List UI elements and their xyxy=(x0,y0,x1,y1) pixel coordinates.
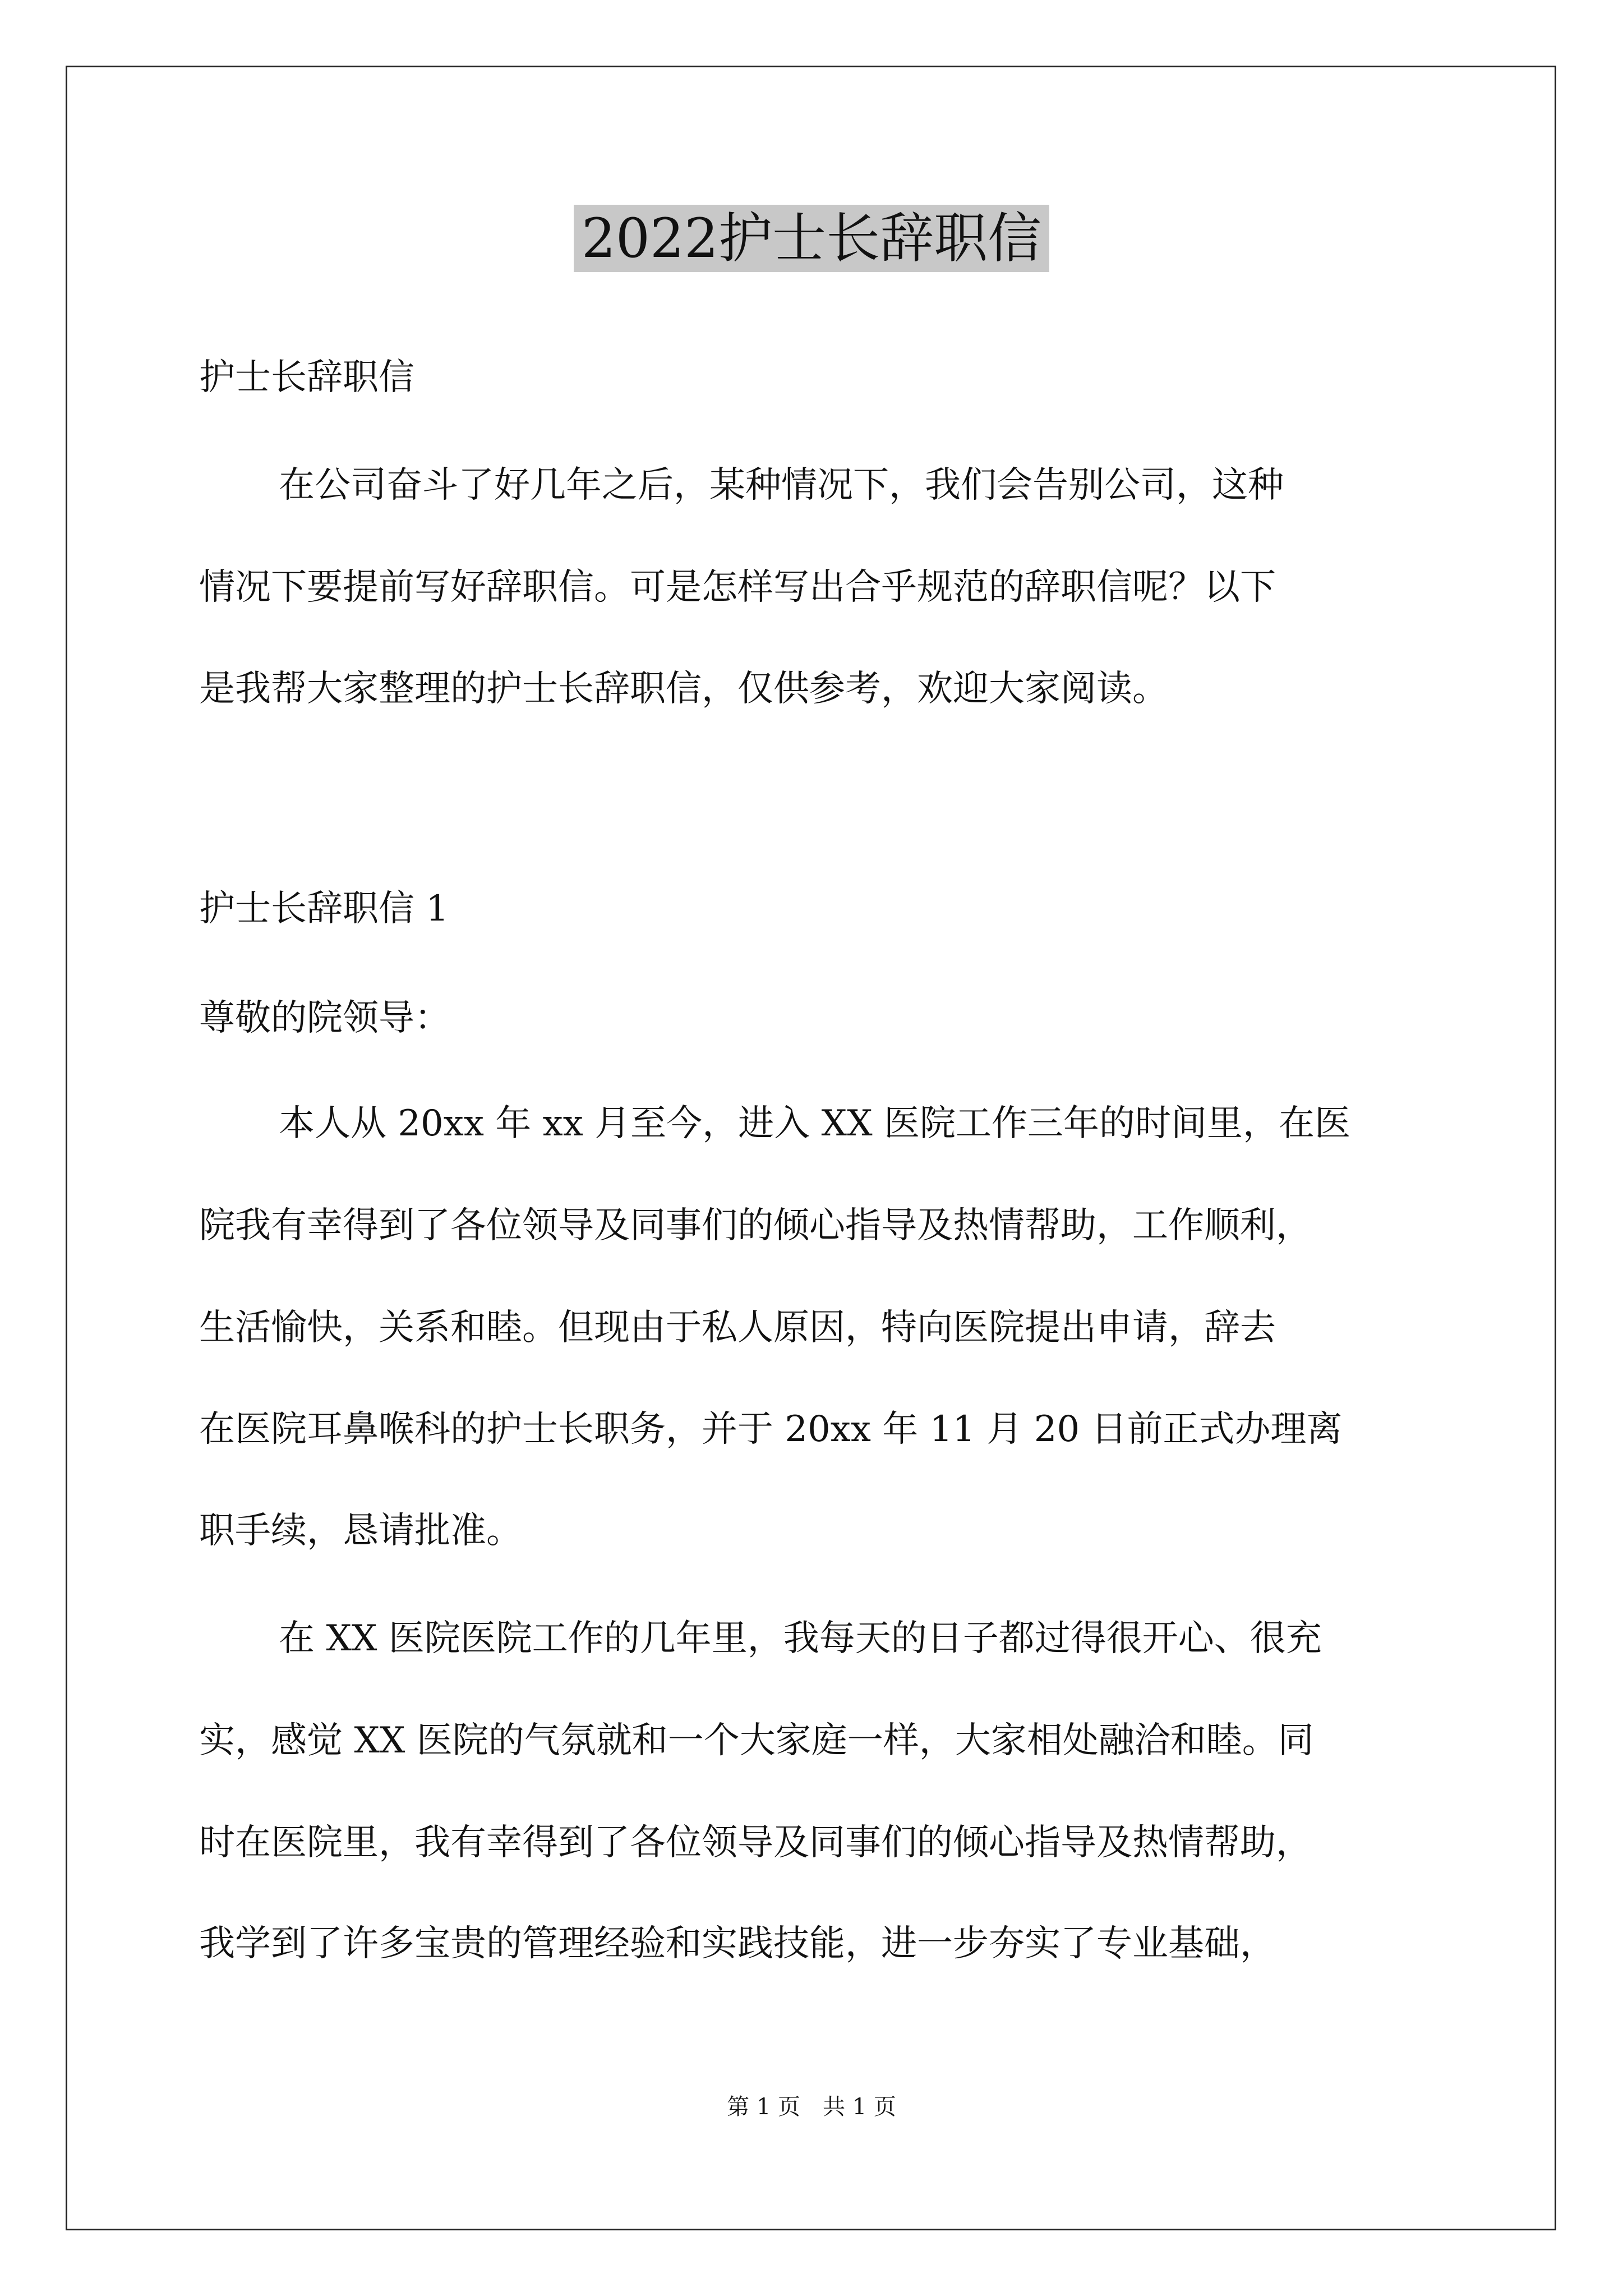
paragraph1-line: 职手续，恳请批准。 xyxy=(199,1510,522,1552)
intro-heading: 护士长辞职信 xyxy=(199,357,414,398)
page-footer: 第 1 页 共 1 页 xyxy=(727,2094,896,2120)
paragraph2-line: 时在医院里，我有幸得到了各位领导及同事们的倾心指导及热情帮助， xyxy=(199,1822,1312,1864)
document-title xyxy=(0,202,1623,275)
intro-line: 在公司奋斗了好几年之后，某种情况下，我们会告别公司，这种 xyxy=(279,464,1284,506)
salutation: 尊敬的院领导： xyxy=(199,997,450,1039)
intro-line: 情况下要提前写好辞职信。可是怎样写出合乎规范的辞职信呢？以下 xyxy=(199,567,1276,608)
paragraph2-line: 我学到了许多宝贵的管理经验和实践技能，进一步夯实了专业基础， xyxy=(199,1923,1276,1964)
paragraph2-line: 实，感觉 XX 医院的气氛就和一个大家庭一样，大家相处融洽和睦。同 xyxy=(199,1720,1314,1761)
paragraph1-line: 本人从 20xx 年 xx 月至今，进入 XX 医院工作三年的时间里，在医 xyxy=(279,1103,1350,1144)
paragraph1-line: 在医院耳鼻喉科的护士长职务，并于 20xx 年 11 月 20 日前正式办理离 xyxy=(199,1409,1343,1450)
paragraph1-line: 院我有幸得到了各位领导及同事们的倾心指导及热情帮助，工作顺利， xyxy=(199,1205,1312,1246)
paragraph1-line: 生活愉快，关系和睦。但现由于私人原因，特向医院提出申请，辞去 xyxy=(199,1307,1276,1349)
intro-line: 是我帮大家整理的护士长辞职信，仅供参考，欢迎大家阅读。 xyxy=(199,668,1168,710)
document-title-text: 2022护士长辞职信 xyxy=(574,205,1049,272)
paragraph2-line: 在 XX 医院医院工作的几年里，我每天的日子都过得很开心、很充 xyxy=(279,1618,1322,1659)
section-heading: 护士长辞职信 1 xyxy=(199,888,449,930)
